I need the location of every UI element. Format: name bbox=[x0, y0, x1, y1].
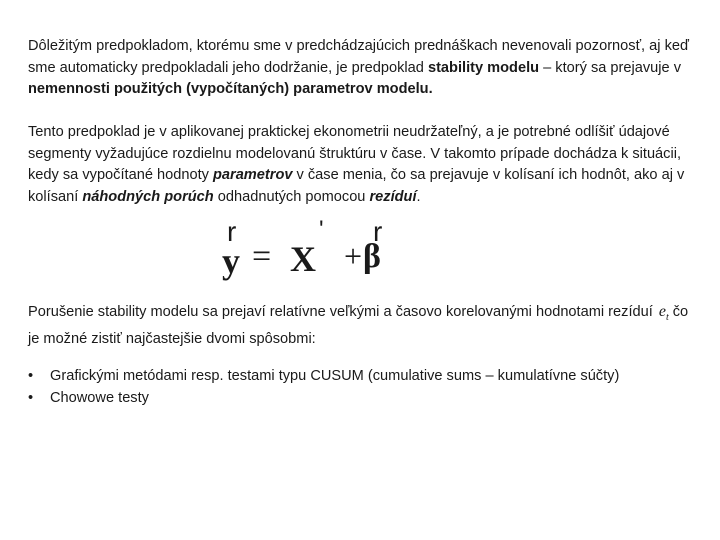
bullet-icon: • bbox=[28, 389, 34, 406]
formula-plus: + bbox=[344, 238, 363, 274]
p1-bold-stability: stability modelu bbox=[427, 59, 540, 76]
list-item bbox=[28, 388, 700, 410]
formula-equals: = bbox=[252, 238, 272, 275]
formula-r-right: r bbox=[373, 216, 383, 247]
paragraph-applied-econometrics bbox=[28, 122, 700, 208]
p2-text-1: Tento predpoklad je v aplikovanej praktickej ekonometrii neudržateľný, a je potrebné odlíšiť údajové segmenty vyžadujúce rozdielnu modelovanú štruktúru v čase. V takomto prípade dochádza k situácii, kedy sa vypočítané hodnoty bbox=[28, 124, 682, 183]
p3-text-1: Porušenie stability modelu sa prejaví relatívne veľkými a časovo korelovanými hodnotami rezíduí bbox=[28, 304, 653, 320]
methods-list bbox=[28, 366, 700, 409]
list-item bbox=[28, 366, 700, 388]
formula-r-left: r bbox=[227, 216, 237, 247]
formula-beta: β bbox=[363, 238, 381, 275]
bullet-icon: • bbox=[28, 368, 34, 384]
paragraph-stability-assumption bbox=[28, 36, 700, 101]
p2-bold-italic-parameters: parametrov bbox=[212, 167, 293, 183]
p2-bold-italic-random-disturbances: náhodných porúch bbox=[82, 188, 214, 205]
regression-formula bbox=[222, 216, 392, 281]
formula-y: y bbox=[222, 241, 240, 281]
list-item-text: Grafickými metódami resp. testami typu CUSUM (cumulative sums – kumulatívne súčty) bbox=[50, 368, 620, 384]
p3-text-2: čo je možné zistiť najčastejšie dvomi spôsobmi: bbox=[28, 304, 689, 347]
formula-prime: ' bbox=[319, 216, 324, 243]
p2-text-2: v čase menia, čo sa prejavuje v kolísaní ich hodnôt, ako aj v kolísaní bbox=[28, 167, 685, 205]
paragraph-stability-violation bbox=[28, 301, 700, 350]
p1-bold-invariance: nemennosti použitých (vypočítaných) parametrov modelu. bbox=[28, 81, 433, 97]
residual-e: e bbox=[658, 303, 666, 320]
list-item-text: Chowowe testy bbox=[50, 389, 149, 406]
p1-text-2: – ktorý sa prejavuje v bbox=[539, 59, 681, 76]
residual-subscript-t: t bbox=[665, 312, 669, 324]
p2-text-4: . bbox=[416, 188, 421, 205]
p2-bold-italic-residuals: rezíduí bbox=[369, 188, 417, 205]
p2-text-3: odhadnutých pomocou bbox=[213, 188, 370, 205]
residual-symbol bbox=[659, 301, 669, 329]
p1-text-1: Dôležitým predpokladom, ktorému sme v predchádzajúcich prednáškach nevenovali pozornosť, aj keď sme automaticky predpokladali jeho dodržanie, je predpoklad bbox=[28, 38, 689, 76]
formula-x: X bbox=[290, 239, 316, 279]
